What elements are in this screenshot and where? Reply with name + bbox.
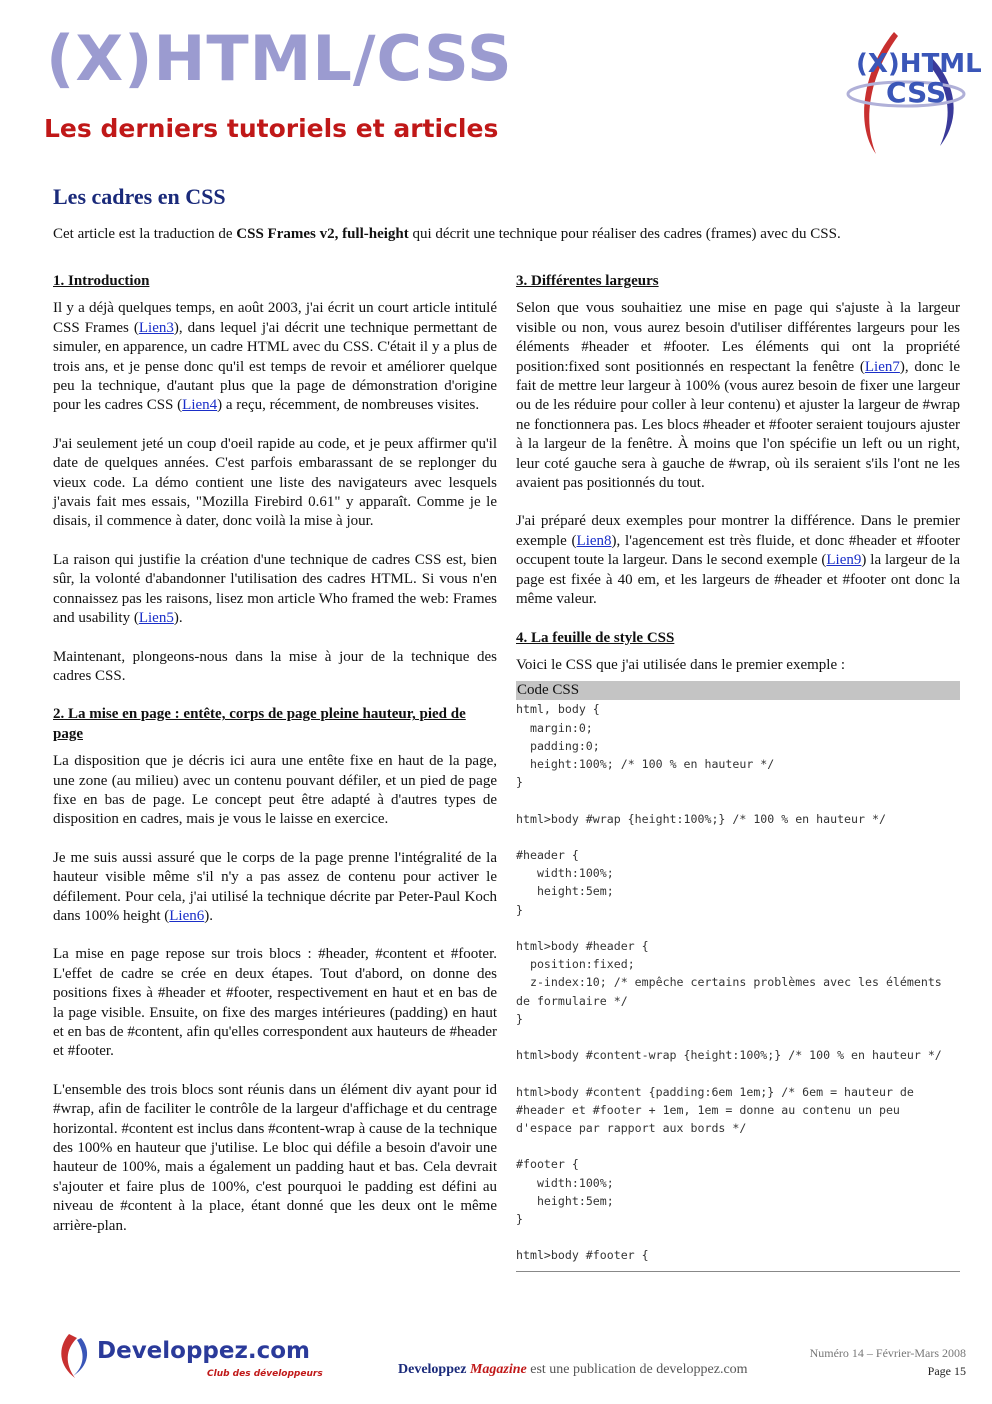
developpez-logo-tagline: Club des développeurs: [207, 1369, 323, 1379]
left-column: [53, 272, 497, 1255]
magazine-section-title: (X)HTML/CSS: [46, 22, 513, 95]
paragraph: Voici le CSS que j'ai utilisée dans le premier exemple :: [516, 656, 846, 673]
section-heading-stylesheet: 4. La feuille de style CSS: [516, 629, 675, 646]
logo-text-bottom: CSS: [886, 76, 947, 109]
paragraph: J'ai seulement jeté un coup d'oeil rapide au code, et je peux affirmer qu'il date de quelques années. C'est parfois embarassant de se replonger du vieux code. La démo contient une liste des navigateurs avec lesquels j'avais fait mes essais, "Mozilla Firebird 0.61" y apparaît. Comme je le disais, il commence à dater, donc voilà la mise à jour.: [53, 435, 497, 530]
paragraph: La disposition que je décris ici aura une entête fixe en haut de la page, une zone (au milieu) avec un contenu pouvant défiler, et un pied de page fixe en bas de page. Le concept peut être adapté à d'autres types de disposition en cadres, mais je vous le laisse en exercice.: [53, 753, 497, 828]
link-lien7[interactable]: Lien7: [864, 358, 900, 375]
section-heading-introduction: 1. Introduction: [53, 273, 150, 289]
link-lien4[interactable]: Lien4: [182, 397, 218, 414]
link-lien6[interactable]: Lien6: [169, 907, 205, 924]
page-number: Page 15: [927, 1364, 966, 1378]
developpez-logo-text: Developpez.com: [97, 1338, 311, 1364]
link-lien9[interactable]: Lien9: [826, 552, 862, 569]
developpez-swoosh-icon: [61, 1334, 77, 1378]
section-heading-layout: 2. La mise en page : entête, corps de page pleine hauteur, pied de page: [53, 706, 466, 742]
code-block-content: html, body { margin:0; padding:0; height:100%; /* 100 % en hauteur */ } html>body #wrap {height:100%;} /* 100 % en hauteur */ #header { width:100%; height:5em; } html>body #header { position:fixed; z-index:10; /* empêche certains problèmes avec les éléments de formulaire */ } html>body #content-wrap {height:100%;} /* 100 % en hauteur */ html>body #content {padding:6em 1em;} /* 6em = hauteur de #header et #footer + 1em, 1em = donne au contenu un peu d'espace par rapport aux bords */ #footer { width:100%; height:5em; } html>body #footer {: [516, 702, 942, 1263]
developpez-logo: [55, 1332, 323, 1382]
code-block: [516, 681, 960, 1271]
link-lien8[interactable]: Lien8: [576, 532, 612, 549]
paragraph: La mise en page repose sur trois blocs : #header, #content et #footer. L'effet de cadre se crée en deux étapes. Tout d'abord, on donne des positions fixes à #header et #footer, respectivement en haut et en bas de la page visible. Ensuite, on fixe des marges intérieures (padding) en haut et en bas de #content, afin qu'elles correspondent aux hauteurs de #header et #footer.: [53, 946, 497, 1060]
article-title: Les cadres en CSS: [53, 184, 226, 209]
paragraph: J'ai préparé deux exemples pour montrer la différence. Dans le premier exemple (Lien8), l'agencement est très fluide, et donc #header et #footer occupent toute la largeur. Dans le second exemple (Lien9) la largeur de la page est fixée à 40 em, et les largeurs de #header et #footer ont donc la même valeur.: [516, 513, 961, 608]
link-lien3[interactable]: Lien3: [138, 319, 174, 336]
link-lien5[interactable]: Lien5: [138, 610, 174, 627]
xhtml-css-logo: [836, 28, 982, 158]
paragraph: Je me suis aussi assuré que le corps de la page prenne l'intégralité de la hauteur visible même s'il n'y a pas assez de contenu pour activer le défilement. Pour cela, j'ai utilisé la technique décrite par Peter-Paul Koch dans 100% height (Lien6).: [53, 849, 497, 924]
article-intro: Cet article est la traduction de CSS Frames v2, full-height qui décrit une technique pour réaliser des cadres (frames) avec du CSS.: [53, 226, 841, 242]
logo-text-top: (X)HTML: [856, 49, 982, 79]
magazine-section-subtitle: Les derniers tutoriels et articles: [44, 114, 499, 143]
issue-label: Numéro 14 – Février-Mars 2008: [809, 1346, 966, 1360]
paragraph: L'ensemble des trois blocs sont réunis dans un élément div ayant pour id #wrap, afin de faciliter le contrôle de la largeur d'affichage et du centrage horizontal. #content est inclus dans #content-wrap à cause de la technique des 100% en hauteur que j'utilise. Le bloc qui défile a besoin d'avoir une hauteur de 100%, mais a également un padding haut et bas. Cela devrait s'ajouter et faire plus de 100%, c'est pourquoi le padding est défini au niveau de #content à la place, étant donné que les deux ont le même arrière-plan.: [53, 1081, 497, 1234]
paragraph: Selon que vous souhaitiez une mise en page qui s'ajuste à la largeur visible ou non, vous aurez besoin d'utiliser différentes largeurs pour les éléments #header et #footer. Les éléments qui ont la propriété position:fixed sont positionnés en respectant la fenêtre (Lien7), donc le fait de mettre leur largeur à 100% (vous aurez besoin de fixer une largeur ou de les réduire pour coller à leur contenu) et ajuster la largeur de #wrap ne fonctionnera pas. Les blocs #header et #footer seraient toujours ajuster à la largeur de la fenêtre. À moins que l'on spécifie un left ou un right, leur coté gauche sera à gauche de #wrap, où ils seraient s'ils l'ont ne les avaient pas positionnés du tout.: [516, 300, 960, 492]
publication-note: Developpez Magazine est une publication de developpez.com: [398, 1362, 748, 1377]
paragraph: La raison qui justifie la création d'une technique de cadres CSS est, bien sûr, la volonté d'abandonner l'utilisation des cadres HTML. Si vous n'en connaissez pas les raisons, lisez mon article Who framed the web: Frames and usability (Lien5).: [53, 551, 497, 627]
right-column: [516, 272, 960, 1272]
paragraph: Il y a déjà quelques temps, en août 2003, j'ai écrit un court article intitulé CSS Frames (Lien3), dans lequel j'ai décrit une technique permettant de simuler, en apparence, un cadre HTML avec du CSS. C'était il y a plus de trois ans, et je pense donc qu'il est temps de revoir et améliorer quelque peu la technique, d'autant plus que la page de démonstration d'origine pour les cadres CSS (Lien4) a reçu, récemment, de nombreuses visites.: [53, 300, 497, 414]
paragraph: Maintenant, plongeons-nous dans la mise à jour de la technique des cadres CSS.: [53, 648, 497, 684]
code-block-title: Code CSS: [516, 681, 960, 700]
source-article-title: CSS Frames v2, full-height: [236, 226, 409, 242]
section-heading-widths: 3. Différentes largeurs: [516, 273, 659, 289]
